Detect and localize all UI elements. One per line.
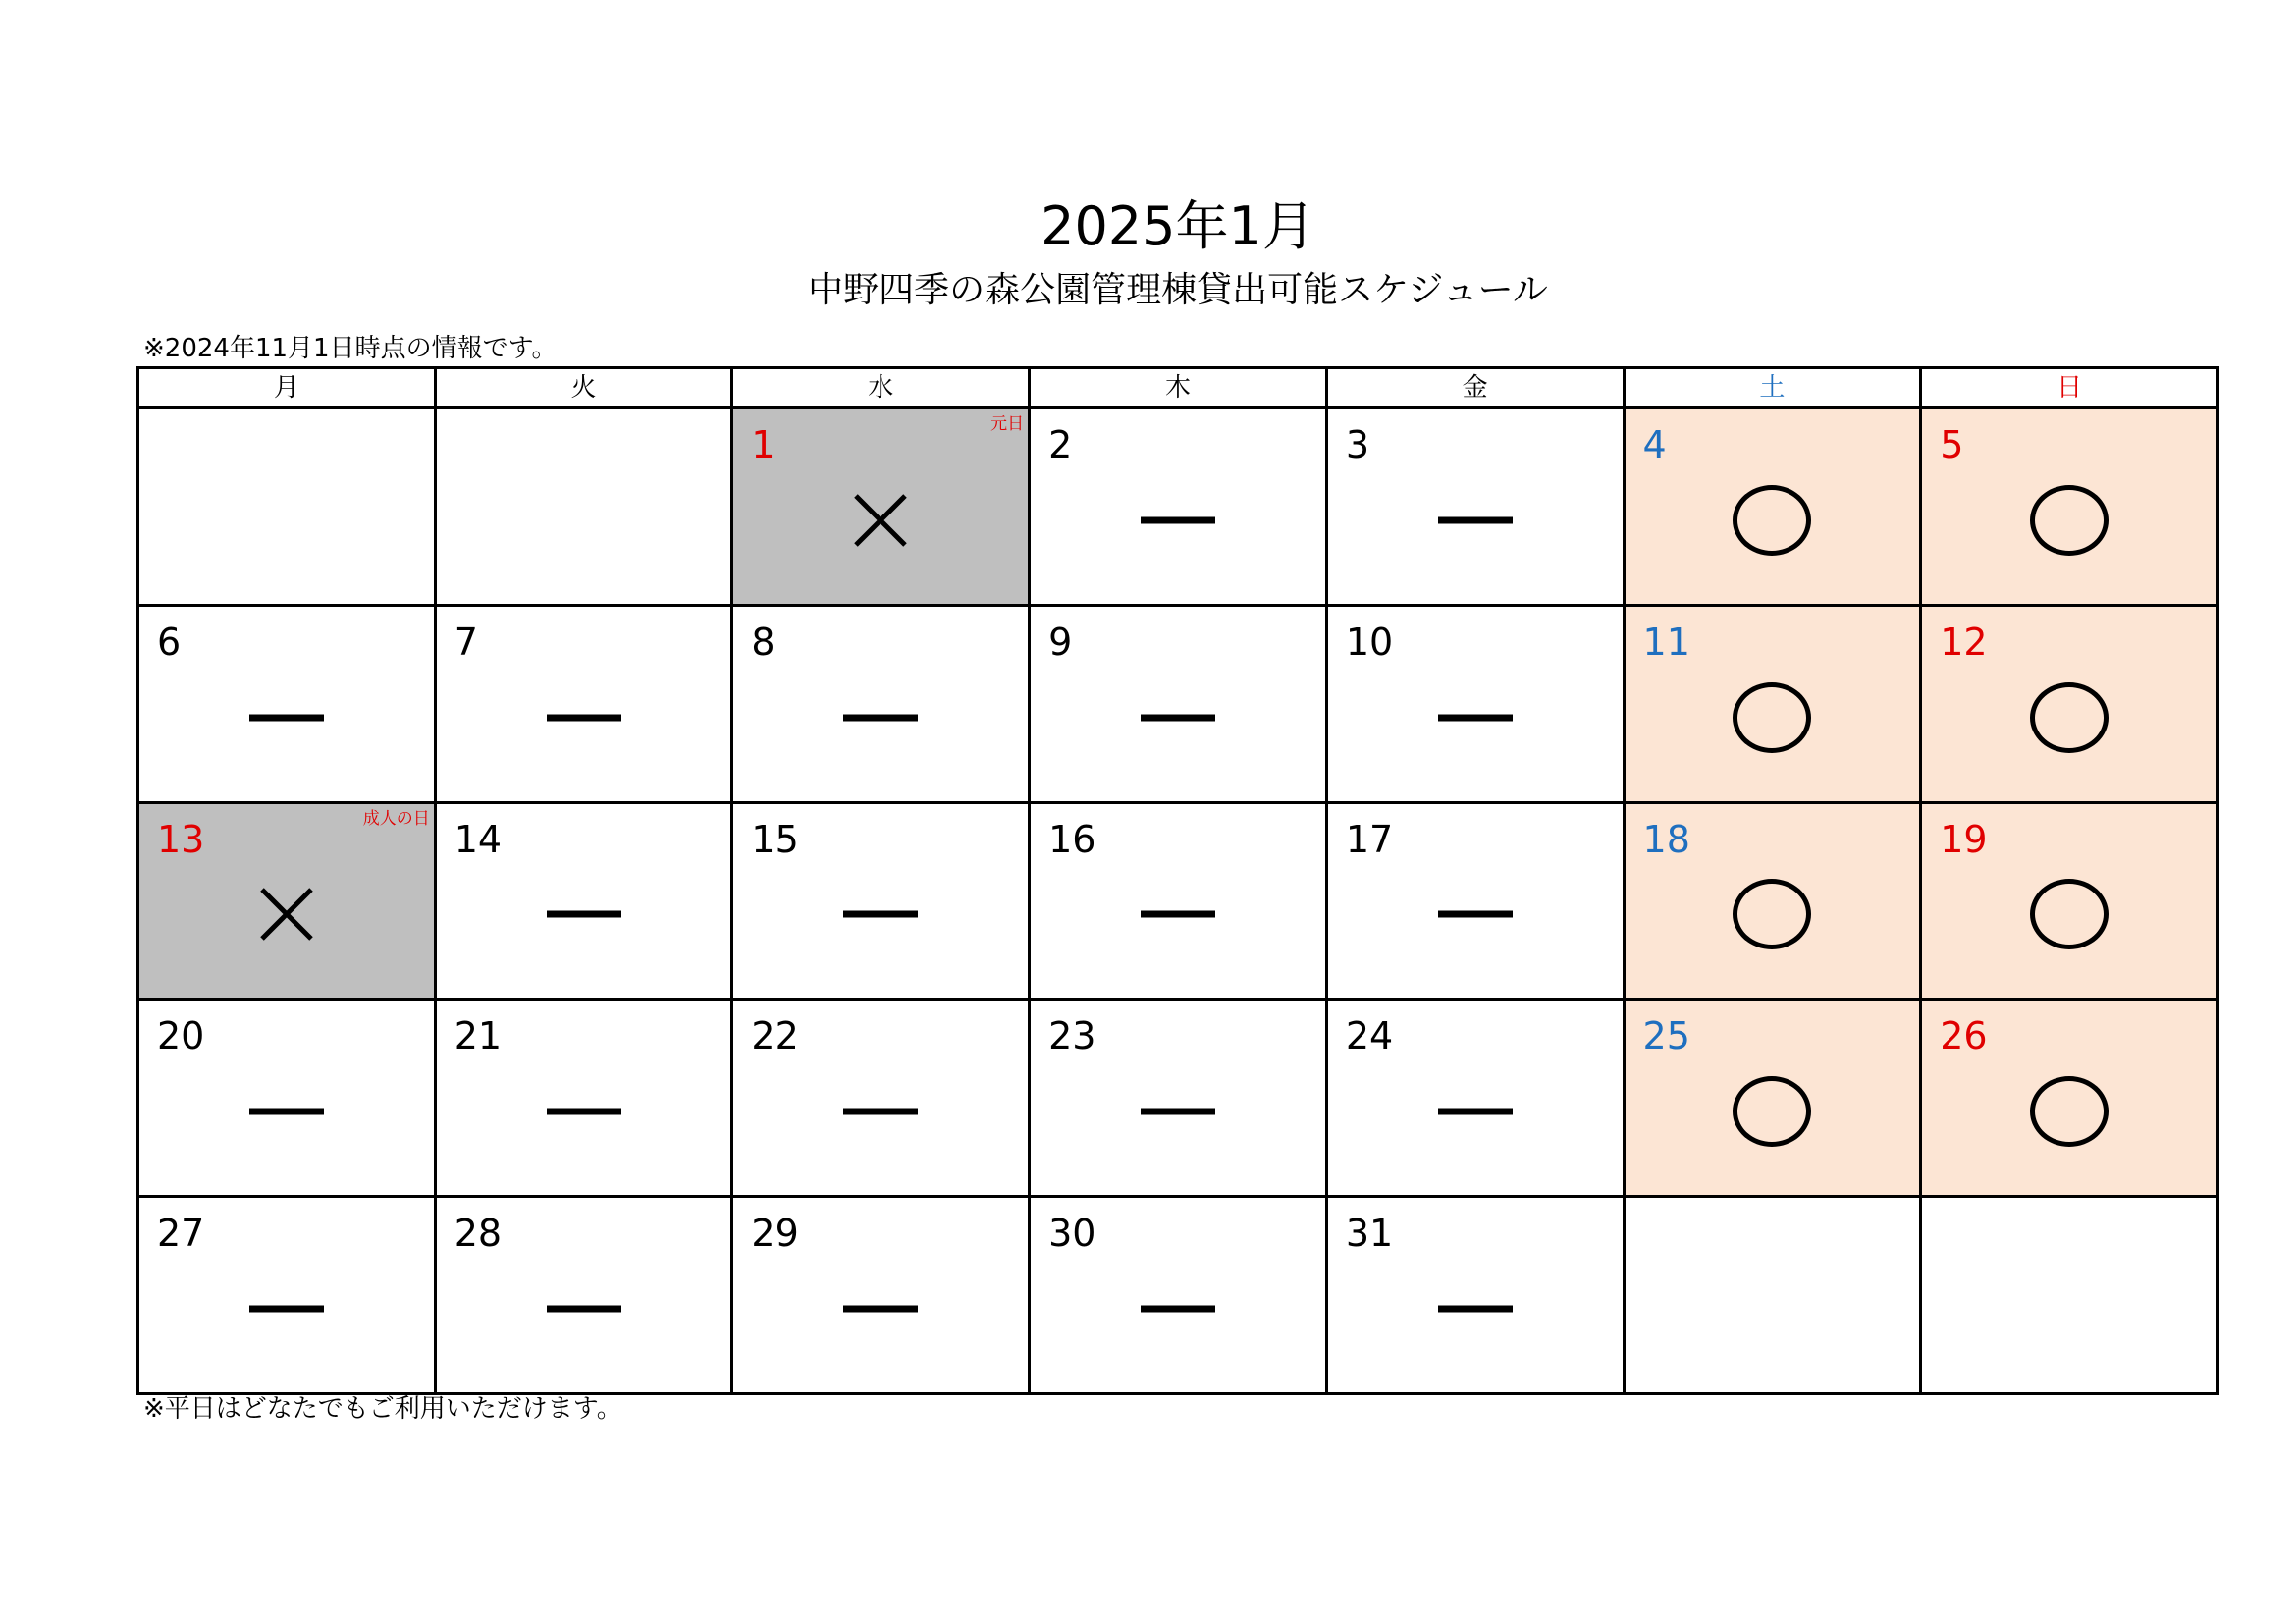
day-cell (435, 1000, 732, 1197)
day-number: 17 (1345, 817, 1394, 861)
day-cell (435, 1197, 732, 1394)
dash-icon (1141, 1109, 1215, 1115)
dash-icon (843, 1305, 918, 1312)
circle-icon (1733, 485, 1811, 556)
week-row (138, 1000, 2218, 1197)
empty-day-cell (1624, 1197, 1921, 1394)
day-cell (1624, 605, 1921, 802)
day-cell (1326, 802, 1624, 1000)
empty-day-cell (138, 408, 436, 606)
circle-icon (2030, 485, 2109, 556)
dash-icon (843, 714, 918, 721)
day-number: 18 (1642, 817, 1690, 861)
day-cell (1326, 1197, 1624, 1394)
day-cell (138, 802, 436, 1000)
dash-icon (547, 1305, 621, 1312)
day-number: 13 (157, 817, 205, 861)
day-cell (138, 1197, 436, 1394)
day-number: 14 (454, 817, 503, 861)
week-row (138, 605, 2218, 802)
day-cell (138, 605, 436, 802)
day-number: 9 (1048, 620, 1073, 664)
circle-icon (1733, 682, 1811, 753)
day-cell (1030, 1000, 1327, 1197)
day-number: 26 (1940, 1014, 1988, 1058)
day-cell (1921, 408, 2218, 606)
day-cell (1326, 1000, 1624, 1197)
day-number: 4 (1642, 423, 1667, 466)
day-number: 25 (1642, 1014, 1690, 1058)
cross-icon (258, 886, 315, 943)
circle-icon (1733, 1076, 1811, 1147)
day-cell (435, 605, 732, 802)
dash-icon (1438, 911, 1513, 918)
week-row (138, 802, 2218, 1000)
weekday-sun: 日 (1921, 368, 2218, 408)
calendar-title: 2025年1月 (1041, 195, 1315, 257)
week-row (138, 1197, 2218, 1394)
weekday-mon: 月 (138, 368, 436, 408)
day-number: 20 (157, 1014, 205, 1058)
day-number: 16 (1048, 817, 1096, 861)
day-cell (1624, 802, 1921, 1000)
dash-icon (547, 1109, 621, 1115)
day-cell (1921, 1000, 2218, 1197)
day-number: 27 (157, 1212, 205, 1256)
calendar-subtitle: 中野四季の森公園管理棟貸出可能スケジュール (808, 270, 1548, 310)
dash-icon (843, 911, 918, 918)
dash-icon (1141, 1305, 1215, 1312)
weekday-header-row (138, 368, 2218, 408)
day-cell (1921, 605, 2218, 802)
day-number: 7 (454, 620, 478, 664)
day-cell (1030, 1197, 1327, 1394)
dash-icon (547, 911, 621, 918)
dash-icon (1438, 1109, 1513, 1115)
day-number: 29 (751, 1212, 799, 1256)
day-cell (732, 802, 1030, 1000)
day-number: 21 (454, 1014, 503, 1058)
day-number: 19 (1940, 817, 1988, 861)
weekday-thu: 木 (1030, 368, 1327, 408)
day-number: 28 (454, 1212, 503, 1256)
circle-icon (2030, 1076, 2109, 1147)
day-cell (1326, 605, 1624, 802)
empty-day-cell (1921, 1197, 2218, 1394)
dash-icon (1141, 714, 1215, 721)
holiday-name: 成人の日 (362, 808, 430, 829)
day-cell (1030, 802, 1327, 1000)
weekday-sat: 土 (1624, 368, 1921, 408)
day-number: 11 (1642, 620, 1690, 664)
dash-icon (249, 714, 324, 721)
day-number: 5 (1940, 423, 1964, 466)
holiday-name: 元日 (990, 414, 1025, 434)
day-cell (1326, 408, 1624, 606)
day-number: 15 (751, 817, 799, 861)
calendar-grid (136, 366, 2219, 1395)
day-number: 3 (1345, 423, 1369, 466)
day-number: 22 (751, 1014, 799, 1058)
day-cell (1921, 802, 2218, 1000)
info-date-note: ※2024年11月1日時点の情報です。 (143, 334, 558, 363)
dash-icon (1438, 714, 1513, 721)
empty-day-cell (435, 408, 732, 606)
day-number: 6 (157, 620, 182, 664)
dash-icon (1141, 911, 1215, 918)
week-row (138, 408, 2218, 606)
dash-icon (547, 714, 621, 721)
day-number: 2 (1048, 423, 1073, 466)
day-cell (732, 1197, 1030, 1394)
circle-icon (2030, 682, 2109, 753)
day-cell (138, 1000, 436, 1197)
dash-icon (249, 1109, 324, 1115)
weekday-fri: 金 (1326, 368, 1624, 408)
day-cell (732, 605, 1030, 802)
day-number: 10 (1345, 620, 1394, 664)
circle-icon (1733, 879, 1811, 949)
dash-icon (249, 1305, 324, 1312)
weekday-wed: 水 (732, 368, 1030, 408)
day-number: 12 (1940, 620, 1988, 664)
day-cell (1624, 408, 1921, 606)
day-number: 31 (1345, 1212, 1394, 1256)
cross-icon (852, 492, 909, 549)
dash-icon (843, 1109, 918, 1115)
day-number: 23 (1048, 1014, 1096, 1058)
dash-icon (1438, 1305, 1513, 1312)
weekday-usage-note: ※平日はどなたでもご利用いただけます。 (143, 1394, 622, 1424)
day-number: 30 (1048, 1212, 1096, 1256)
day-number: 8 (751, 620, 775, 664)
day-cell (732, 408, 1030, 606)
dash-icon (1141, 516, 1215, 523)
day-cell (1030, 408, 1327, 606)
day-cell (435, 802, 732, 1000)
day-cell (1624, 1000, 1921, 1197)
day-cell (1030, 605, 1327, 802)
weekday-tue: 火 (435, 368, 732, 408)
calendar-body (138, 408, 2218, 1394)
day-number: 1 (751, 423, 775, 466)
circle-icon (2030, 879, 2109, 949)
dash-icon (1438, 516, 1513, 523)
day-cell (732, 1000, 1030, 1197)
day-number: 24 (1345, 1014, 1394, 1058)
